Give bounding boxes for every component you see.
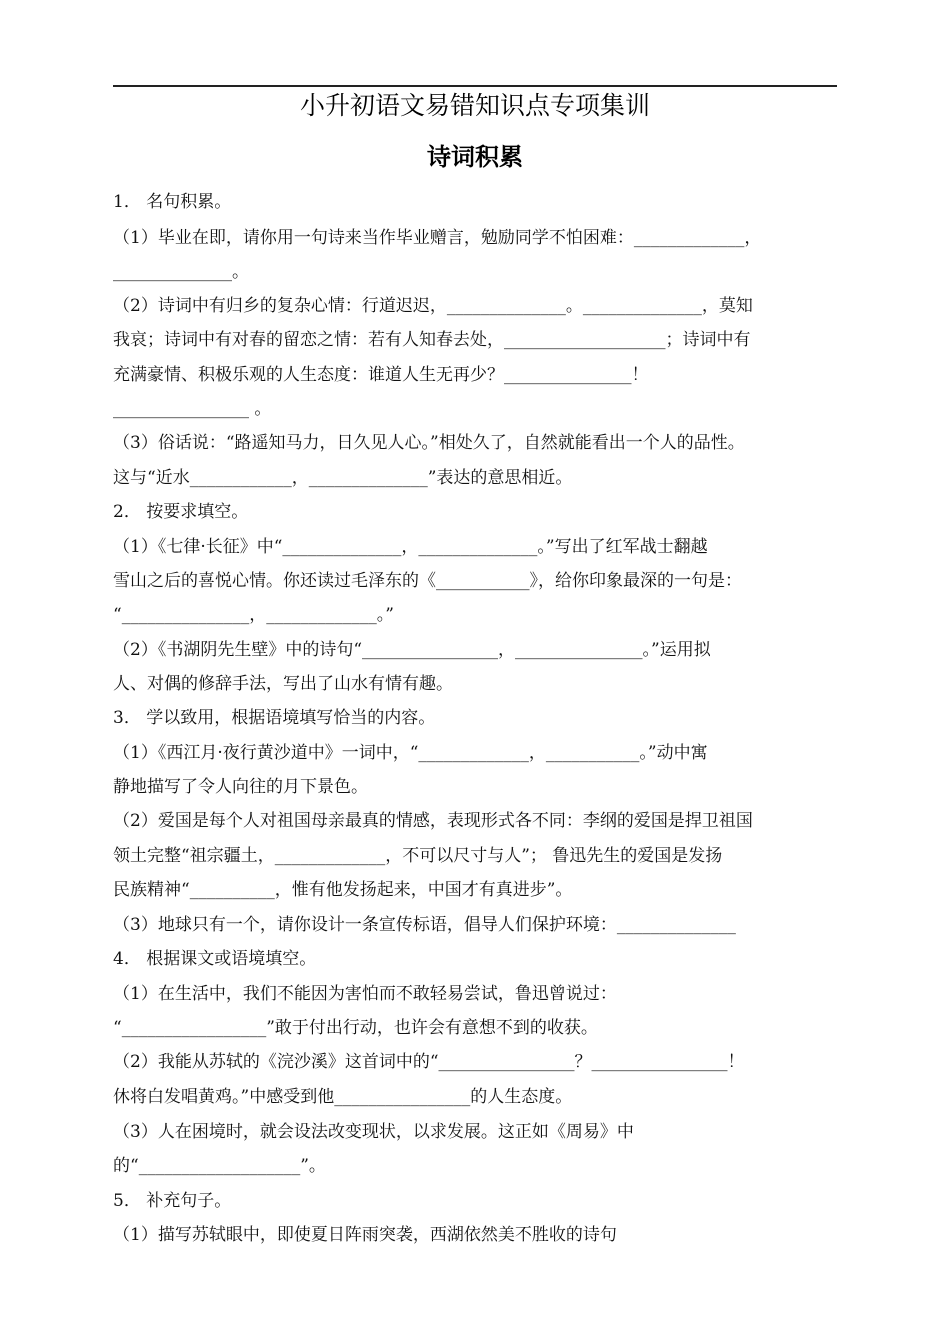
question-1-2-line-3: 充满豪情、积极乐观的人生态度：谁道人生无再少？_______________！ — [113, 365, 649, 385]
question-5-1-line-1: （1）描写苏轼眼中，即使夏日阵雨突袭，西湖依然美不胜收的诗句 — [113, 1225, 617, 1245]
question-2-1-line-1: （1）《七律·长征》中“______________，______________。”写出了红军战士翻越 — [113, 537, 708, 557]
question-2-1-line-3: “_______________，_____________。” — [113, 605, 394, 625]
question-4-3-line-1: （3）人在困境时，就会设法改变现状，以求发展。这正如《周易》中 — [113, 1122, 634, 1142]
question-1-2-line-4: ________________ 。 — [113, 399, 272, 419]
question-3-2-line-1: （2）爱国是每个人对祖国母亲最真的情感，表现形式各不同：李纲的爱国是捍卫祖国 — [113, 811, 753, 831]
question-4-1-line-2: “_________________”敢于付出行动，也许会有意想不到的收获。 — [113, 1018, 598, 1038]
question-2-heading: 2． 按要求填空。 — [113, 502, 249, 522]
question-1-2-line-1: （2）诗词中有归乡的复杂心情：行道迟迟，______________。______________，莫知 — [113, 296, 753, 316]
question-1-3-line-1: （3）俗话说：“路遥知马力，日久见人心。”相处久了，自然就能看出一个人的品性。 — [113, 433, 745, 453]
question-2-2-line-2: 人、对偶的修辞手法，写出了山水有情有趣。 — [113, 674, 453, 694]
question-1-heading: 1． 名句积累。 — [113, 192, 232, 212]
question-1-3-line-2: 这与“近水____________，______________”表达的意思相近。 — [113, 468, 573, 488]
question-1-1-line-1: （1）毕业在即，请你用一句诗来当作毕业赠言，勉励同学不怕困难：_____________， — [113, 228, 762, 248]
question-3-heading: 3． 学以致用，根据语境填写恰当的内容。 — [113, 708, 436, 728]
question-3-1-line-2: 静地描写了令人向往的月下景色。 — [113, 777, 368, 797]
question-3-2-line-3: 民族精神“__________，惟有他发扬起来，中国才有真进步”。 — [113, 880, 573, 900]
question-2-2-line-1: （2）《书湖阴先生壁》中的诗句“________________，_______________。”运用拟 — [113, 640, 711, 660]
question-4-3-line-2: 的“___________________”。 — [113, 1156, 326, 1176]
section-title: 诗词积累 — [427, 143, 523, 171]
header-rule — [113, 85, 837, 87]
question-5-heading: 5． 补充句子。 — [113, 1191, 232, 1211]
question-3-2-line-2: 领土完整“祖宗疆土，_____________，不可以尺寸与人”； 鲁迅先生的爱国是发扬 — [113, 846, 723, 866]
question-4-2-line-2: 休将白发唱黄鸡。”中感受到他________________的人生态度。 — [113, 1087, 573, 1107]
question-4-2-line-1: （2）我能从苏轼的《浣沙溪》这首词中的“________________？________________！ — [113, 1052, 745, 1072]
question-3-3-line-1: （3）地球只有一个，请你设计一条宣传标语，倡导人们保护环境：______________ — [113, 915, 736, 935]
question-3-1-line-1: （1）《西江月·夜行黄沙道中》一词中，“_____________，___________。”动中寓 — [113, 743, 708, 763]
page-title: 小升初语文易错知识点专项集训 — [299, 91, 650, 120]
question-1-1-line-2: ______________。 — [113, 262, 249, 282]
question-4-1-line-1: （1）在生活中，我们不能因为害怕而不敢轻易尝试，鲁迅曾说过： — [113, 984, 617, 1004]
question-2-1-line-2: 雪山之后的喜悦心情。你还读过毛泽东的《___________》，给你印象最深的一句是： — [113, 571, 742, 591]
question-1-2-line-2: 我哀；诗词中有对春的留恋之情：若有人知春去处，___________________；诗词中有 — [113, 330, 751, 350]
question-4-heading: 4． 根据课文或语境填空。 — [113, 949, 317, 969]
